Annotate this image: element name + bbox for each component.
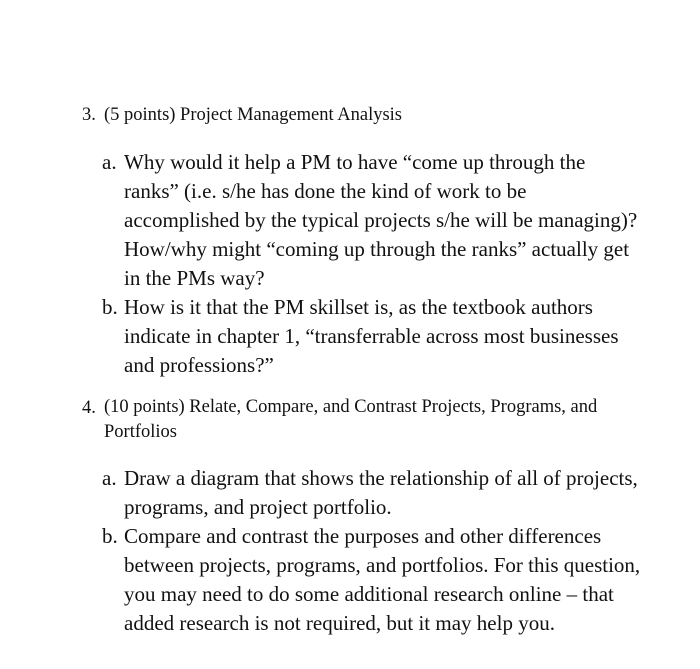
question-number: 4.: [82, 398, 96, 418]
item-letter: b.: [102, 295, 118, 319]
item-text: Draw a diagram that shows the relationship of all of projects, programs, and project portfolio.: [124, 466, 638, 519]
question-3-items: [102, 148, 642, 380]
list-item: [102, 522, 657, 638]
question-4-heading: [82, 395, 667, 445]
item-text: How is it that the PM skillset is, as the textbook authors indicate in chapter 1, “transferrable across most businesses and professions?”: [124, 295, 619, 377]
item-text: Why would it help a PM to have “come up through the ranks” (i.e. s/he has done the kind of work to be accomplished by the typical projects s/he will be managing)? How/why might “coming up through the ranks” actually get in the PMs way?: [124, 150, 638, 290]
list-item: [102, 148, 642, 293]
list-item: [102, 293, 642, 380]
question-3-heading: [82, 102, 682, 128]
question-4-items: [102, 464, 657, 638]
item-text: Compare and contrast the purposes and other differences between projects, programs, and portfolios. For this question, you may need to do some additional research online – that added research is not required, but it may help you.: [124, 524, 641, 635]
question-title: (5 points) Project Management Analysis: [104, 105, 403, 125]
question-title: (10 points) Relate, Compare, and Contrast Projects, Programs, and Portfolios: [104, 397, 598, 442]
list-item: [102, 464, 657, 522]
item-letter: b.: [102, 524, 118, 548]
item-letter: a.: [102, 150, 117, 174]
question-number: 3.: [82, 105, 96, 125]
item-letter: a.: [102, 466, 117, 490]
